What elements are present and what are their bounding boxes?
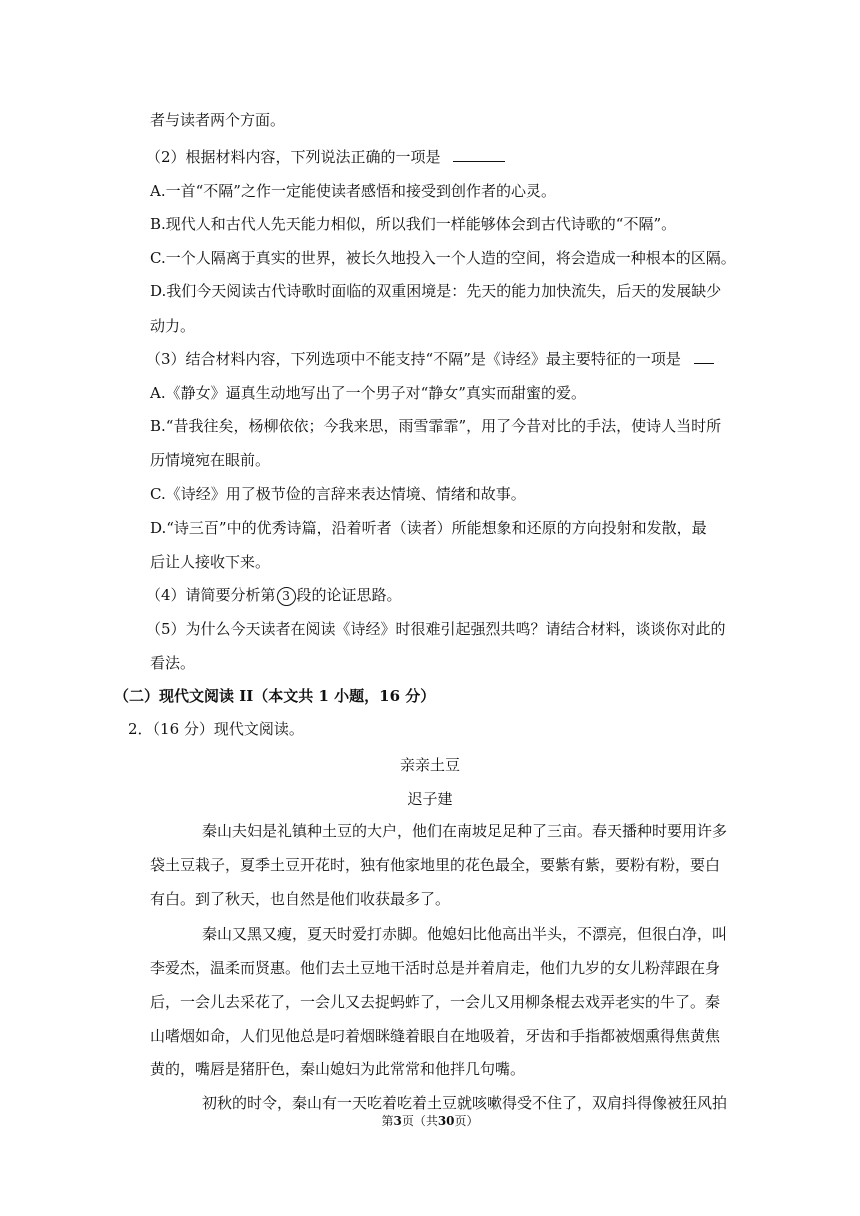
story-paragraph-2: 秦山又黑又瘦，夏天时爱打赤脚。他媳妇比他高出半头，不漂亮，但很白净，叫	[202, 925, 728, 943]
footer-mid: 页（共	[401, 1114, 438, 1128]
option-a: A.一首“不隔”之作一定能使读者感悟和接受到创作者的心灵。	[150, 182, 556, 200]
footer-pre: 第	[381, 1114, 394, 1128]
story-line: 山嗜烟如命，人们见他总是叼着烟眯缝着眼自在地吸着，牙齿和手指都被烟熏得焦黄焦	[150, 1027, 721, 1045]
option-c: C.一个人隔离于真实的世界，被长久地投入一个人造的空间，将会造成一种根本的区隔。	[150, 249, 736, 267]
page-number: 3	[393, 1114, 402, 1128]
option-b-cont: 历情境宛在眼前。	[150, 451, 271, 469]
story-line: 袋土豆栽子，夏季土豆开花时，独有他家地里的花色最全，要紫有紫，要粉有粉，要白	[150, 856, 721, 874]
story-line: 有白。到了秋天，也自然是他们收获最多了。	[150, 890, 451, 908]
option-d: D.我们今天阅读古代诗歌时面临的双重困境是：先天的能力加快流失，后天的发展缺少	[150, 282, 722, 300]
question-3	[146, 349, 714, 369]
option-b: B.“昔我往矣，杨柳依依；今我来思，雨雪霏霏”，用了今昔对比的手法，使诗人当时所	[150, 417, 722, 435]
option-d-cont: 动力。	[150, 317, 196, 335]
option-d-cont: 后让人接收下来。	[150, 553, 271, 571]
story-paragraph-1: 秦山夫妇是礼镇种土豆的大户，他们在南坡足足种了三亩。春天播种时要用许多	[202, 822, 728, 840]
answer-blank[interactable]	[453, 147, 505, 162]
answer-blank[interactable]	[694, 349, 714, 364]
story-paragraph-3: 初秋的时令，秦山有一天吃着吃着土豆就咳嗽得受不住了，双肩抖得像被狂风拍	[202, 1094, 728, 1112]
story-title: 亲亲土豆	[399, 756, 460, 774]
question-heading: 2．（16 分）现代文阅读。	[128, 720, 304, 738]
question-5-cont: 看法。	[150, 654, 196, 672]
question-4-text-b: 段的论证思路。	[296, 586, 402, 604]
page-total: 30	[437, 1114, 455, 1128]
text-line: 者与读者两个方面。	[150, 111, 286, 129]
footer-post: 页）	[454, 1114, 479, 1128]
question-5: （5）为什么今天读者在阅读《诗经》时很难引起强烈共鸣？请结合材料，谈谈你对此的	[146, 620, 726, 638]
option-a: A.《静女》逼真生动地写出了一个男子对“静女”真实而甜蜜的爱。	[150, 384, 586, 402]
page-footer	[0, 1113, 860, 1129]
section-heading: （二）现代文阅读 II（本文共 1 小题，16 分）	[114, 687, 436, 705]
question-4	[146, 585, 402, 606]
story-line: 后，一会儿去采花了，一会儿又去捉蚂蚱了，一会儿又用柳条棍去戏弄老实的牛了。秦	[150, 993, 721, 1011]
story-line: 李爱杰，温柔而贤惠。他们去土豆地干活时总是并着肩走，他们九岁的女儿粉萍跟在身	[150, 959, 721, 977]
question-3-text: （3）结合材料内容，下列选项中不能支持“不隔”是《诗经》最主要特征的一项是	[146, 350, 681, 368]
circled-number: 3	[277, 587, 296, 606]
option-b: B.现代人和古代人先天能力相似，所以我们一样能够体会到古代诗歌的“不隔”。	[150, 215, 677, 233]
option-d: D.“诗三百”中的优秀诗篇，沿着听者（读者）所能想象和还原的方向投射和发散，最	[150, 519, 707, 537]
question-4-text-a: （4）请简要分析第	[146, 586, 276, 604]
question-2	[146, 147, 505, 167]
story-author: 迟子建	[407, 790, 453, 808]
option-c: C.《诗经》用了极节俭的言辞来表达情境、情绪和故事。	[150, 485, 526, 503]
story-line: 黄的，嘴唇是猪肝色，秦山媳妇为此常常和他拌几句嘴。	[150, 1060, 526, 1078]
question-2-text: （2）根据材料内容，下列说法正确的一项是	[146, 148, 441, 166]
